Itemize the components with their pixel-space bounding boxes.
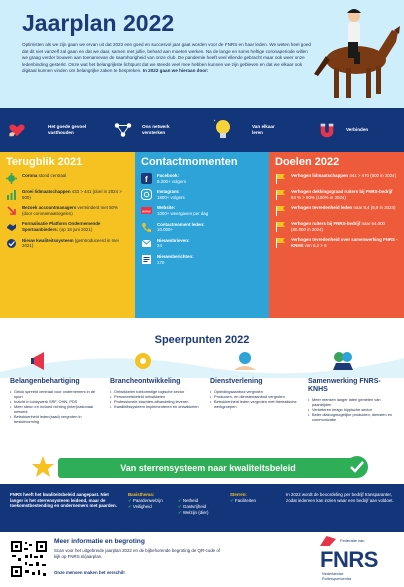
- item-text: 10.000+: [157, 227, 173, 233]
- footer-signoff: Onze mensen maken het verschil!: [54, 570, 125, 575]
- item-bold: Verhogen tevredenheid over samenwerking FNRS - KNHS: [291, 237, 398, 248]
- facebook-icon: [141, 173, 152, 184]
- checkmark-badge-icon: [344, 454, 370, 480]
- flag-icon: [275, 237, 286, 248]
- item-bold: Groei lidmaatschappen: [22, 189, 71, 194]
- value-item-1: [8, 108, 90, 152]
- item-text: (geïntroduceerd in mei 2021): [22, 237, 119, 249]
- cooperation-icon: [330, 348, 356, 374]
- footer-text: Scan voor het uitgebreide jaarplan 2022 en de bijbehorende begroting de QR-code of kijk op FNRS.nl/jaarplan.: [54, 548, 220, 559]
- item-text: 84 % > 90% (100% in 2024): [291, 194, 346, 200]
- value-item-2: [114, 108, 186, 152]
- quality-themes: [128, 492, 278, 517]
- quality-left-text: FNRS heeft het kwaliteitsbeleid aangepast. Niet langer is het sterrensysteem leidend, maar de toekomstbestending en ondernemers met paarden.: [10, 492, 117, 509]
- speerpunt-item: • Opleidingsaanbod vergroten: [210, 389, 300, 394]
- speerpunt-item: • Ontwikkelen toekomstige logische sector: [110, 389, 200, 394]
- item-text: (op 18 juni 2021): [58, 226, 93, 232]
- list-item: [6, 173, 129, 184]
- logo-small-text: Federatie van: [340, 538, 365, 543]
- instagram-icon: [141, 189, 152, 200]
- quality-right-text: In 2022 wordt de beoordeling per bedrijf transparanter, zodat iedereen kan inzien waar een bedrijf aan voldoet.: [286, 492, 394, 503]
- list-item: [6, 238, 129, 249]
- flag-icon: [275, 221, 286, 232]
- footer: [0, 532, 404, 587]
- theme-item: ✔ Veiligheid: [128, 504, 152, 510]
- item-bold: Nieuwsberichten:: [157, 253, 194, 259]
- quality-banner: [58, 458, 358, 478]
- fnrs-logo: [314, 534, 398, 584]
- theme-item: ✔ Gastvrijheid: [178, 504, 207, 510]
- horse-rider-illustration: [300, 2, 404, 106]
- flag-icon: [275, 189, 286, 200]
- news-icon: [141, 254, 152, 265]
- theme-item: ✔ Faciliteiten: [230, 498, 256, 504]
- item-bold: Nieuwsbrieven:: [157, 237, 190, 243]
- speerpunt-item: • Betrokkenheid leden(raad) vergroten in besluitvorming: [10, 414, 100, 424]
- hero-section: [0, 0, 404, 108]
- handshake-icon: [6, 221, 17, 232]
- item-text: 433 > 441 (doel in 2024 > 500): [22, 189, 122, 200]
- speerpunt-item: • Verbeteren imago hippische sector: [308, 407, 398, 412]
- item-text: stond centraal: [37, 173, 67, 178]
- sterren-label: Sterren:: [230, 492, 247, 497]
- heart-hands-icon: [8, 121, 26, 139]
- item-bold: Bezoek accountmanagers: [22, 205, 77, 211]
- list-item: [275, 189, 398, 200]
- list-item: [275, 205, 398, 216]
- doelen-title: Doelen 2022: [275, 156, 340, 168]
- contact-title: Contactmomenten: [141, 156, 238, 168]
- item-text: naar 8,4 (8,9 in 2024): [352, 205, 396, 211]
- svg-text:f: f: [145, 175, 148, 184]
- speerpunt-item: • Kwaliteitssysteem implementeren en ontwikkelen: [110, 404, 200, 409]
- terugblik-column: [0, 152, 135, 318]
- logo-sub-2: Ruitersportcentra: [322, 577, 352, 581]
- value-label-3: Van elkaar leren: [252, 124, 275, 135]
- theme-item: ✔ Netheid: [178, 498, 199, 503]
- speerpunt-item: • Professionele klachten-afhandeling leveren: [110, 399, 200, 404]
- speerpunt-belangen: [10, 378, 100, 424]
- basis-label: Basisthema:: [128, 492, 155, 497]
- speerpunt-heading: Dienstverlening: [210, 378, 263, 385]
- growth-chart-icon: [6, 189, 17, 200]
- newsletter-icon: [141, 238, 152, 249]
- speerpunt-item: • Geluk spreekt centraal voor ondernemers in de sport: [10, 389, 100, 399]
- item-bold: Nieuw kwaliteitssysteem: [22, 237, 74, 243]
- item-bold: Website:: [157, 205, 176, 211]
- website-icon: [141, 205, 152, 216]
- gears-icon: [130, 348, 156, 374]
- speerpunt-branche: [110, 378, 200, 409]
- item-text: verminderd met 50% (door coronamaatregelen): [22, 205, 118, 216]
- item-text: 1800+ volgers: [157, 194, 185, 200]
- speerpunt-samenwerking: [308, 378, 398, 422]
- list-item: [141, 238, 263, 249]
- list-item: [6, 205, 129, 216]
- item-bold: Formalisatie Platform Ondernemende Sportaanbieders:: [22, 221, 101, 232]
- item-bold: Corona: [22, 173, 38, 178]
- item-bold: Verhogen ruiters bij FNRS-bedrijf: [291, 221, 361, 227]
- page-title: Jaarplan 2022: [22, 10, 175, 36]
- list-item: [275, 221, 398, 232]
- list-item: [6, 221, 129, 232]
- stars-icon: [30, 454, 56, 480]
- quality-banner-text: Van sterrensysteem naar kwaliteitsbeleid: [120, 463, 296, 473]
- item-bold: Facebook:: [157, 173, 179, 178]
- footer-heading: Meer informatie en begroting: [54, 538, 145, 545]
- item-bold: Instagram:: [157, 189, 180, 195]
- speerpunt-item: • Betrokkenheid leden vergroten met thematische werkgroepen: [210, 399, 300, 409]
- item-text: van 6,2 > 8: [303, 242, 327, 248]
- value-label-1: Het goede gevoel vasthouden: [48, 124, 87, 135]
- item-text: naar 64.000 (80.000 in 2024): [291, 221, 385, 232]
- value-item-3: [214, 108, 282, 152]
- service-hands-icon: [232, 348, 258, 374]
- item-bold: Verhogen lidmaatschappen: [291, 173, 349, 178]
- item-text: 170: [157, 259, 165, 265]
- intro-paragraph: Optimisten als we zijn gaan we ervan uit dat 2022 een goed en succesvol jaar gaat worden voor de FNRS en haar leden. We weten heel goed dat dit niet vanzelf zal gaan en dat we daar, samen met jullie, behard aan moeten werken. Na de lange en soms heftige coronaperiode willen we graag verder bouwen aan toenamevan de saamhorigheid van onze club. De pandemie heeft veel ellende gebracht maar ook weer onze ledenbinding gesterkt. Onze wat het belangrijkste lichtpunt dat we steeds veel mee hebben kunnen we zijn gebleven en dat we elkaar ook digitaal kunnen vinden om belangrijke zaken te bespreken.: [22, 42, 311, 74]
- speerpunt-item: • Inzicht in lobbywerk SRF, OHN, PDS: [10, 399, 100, 404]
- speerpunt-heading: Brancheontwikkeling: [110, 378, 181, 385]
- list-item: [141, 189, 263, 200]
- virus-icon: [6, 173, 17, 184]
- speerpunten-title: Speerpunten 2022: [154, 334, 250, 346]
- speerpunt-item: • Meer steun en invloed richting (inter)nationaal netwerk: [10, 404, 100, 414]
- speerpunt-item: • Beter dialoogmogelijke producten, diensten en communicatie: [308, 412, 398, 422]
- item-bold: Verhogen tevredenheid leden: [291, 205, 353, 211]
- item-text: 24: [157, 243, 162, 249]
- value-label-4: Verbinden: [346, 127, 369, 133]
- list-item: [275, 173, 398, 184]
- item-text: 441 > 470 (500 in 2024): [348, 173, 397, 178]
- qr-code[interactable]: [10, 540, 48, 578]
- intro-bold: In 2022 gaan we hieraan door:: [142, 68, 209, 74]
- megaphone-icon: [30, 348, 56, 374]
- item-bold: Contactmoment leden:: [157, 221, 205, 227]
- speerpunt-heading: Samenwerking FNRS-KNHS: [308, 378, 381, 393]
- list-item: [6, 189, 129, 200]
- value-label-2: Ons netwerk versterken: [142, 124, 170, 135]
- speerpunt-item: • Personeelsbeleid ontwikkelen: [110, 394, 200, 399]
- network-icon: [114, 121, 132, 139]
- values-band: [0, 108, 404, 152]
- theme-item: ✔ Paardenwelzijn: [128, 498, 163, 504]
- quality-icon: [6, 238, 17, 249]
- speerpunt-item: • Producten- en dienstenaanbod vergroten: [210, 394, 300, 399]
- svg-text:www: www: [142, 208, 151, 214]
- item-text: 1000+ weergaven per dag: [157, 210, 209, 216]
- flag-icon: [275, 173, 286, 184]
- phone-icon: [141, 222, 152, 233]
- lightbulb-icon: [214, 121, 232, 139]
- list-item: [141, 222, 263, 233]
- terugblik-title: Terugblik 2021: [6, 156, 83, 168]
- logo-mark: [320, 536, 336, 546]
- list-item: [141, 254, 263, 265]
- contact-column: [135, 152, 269, 318]
- down-arrow-chart-icon: [6, 205, 17, 216]
- speerpunt-heading: Belangenbehartiging: [10, 378, 80, 385]
- list-item: [141, 173, 263, 184]
- logo-sub-1: Nederlandse: [322, 572, 344, 576]
- item-text: 9.200+ volgers: [157, 178, 186, 184]
- intro-text: [22, 42, 312, 75]
- theme-item: ✔ Welzijn (dier): [178, 510, 209, 516]
- speerpunt-dienstverlening: [210, 378, 300, 409]
- magnet-icon: [318, 121, 336, 139]
- flag-icon: [275, 205, 286, 216]
- quality-info-panel: [0, 484, 404, 532]
- value-item-4: [318, 108, 386, 152]
- item-bold: Verhogen dekkingsgraad ruiters bij FNRS-bedrijf: [291, 189, 393, 194]
- list-item: [141, 205, 263, 216]
- doelen-column: [269, 152, 404, 318]
- logo-wordmark: FNRS: [320, 547, 378, 572]
- list-item: [275, 237, 398, 248]
- speerpunt-item: • Meer mensen langer laten genieten van paardrijden: [308, 397, 398, 407]
